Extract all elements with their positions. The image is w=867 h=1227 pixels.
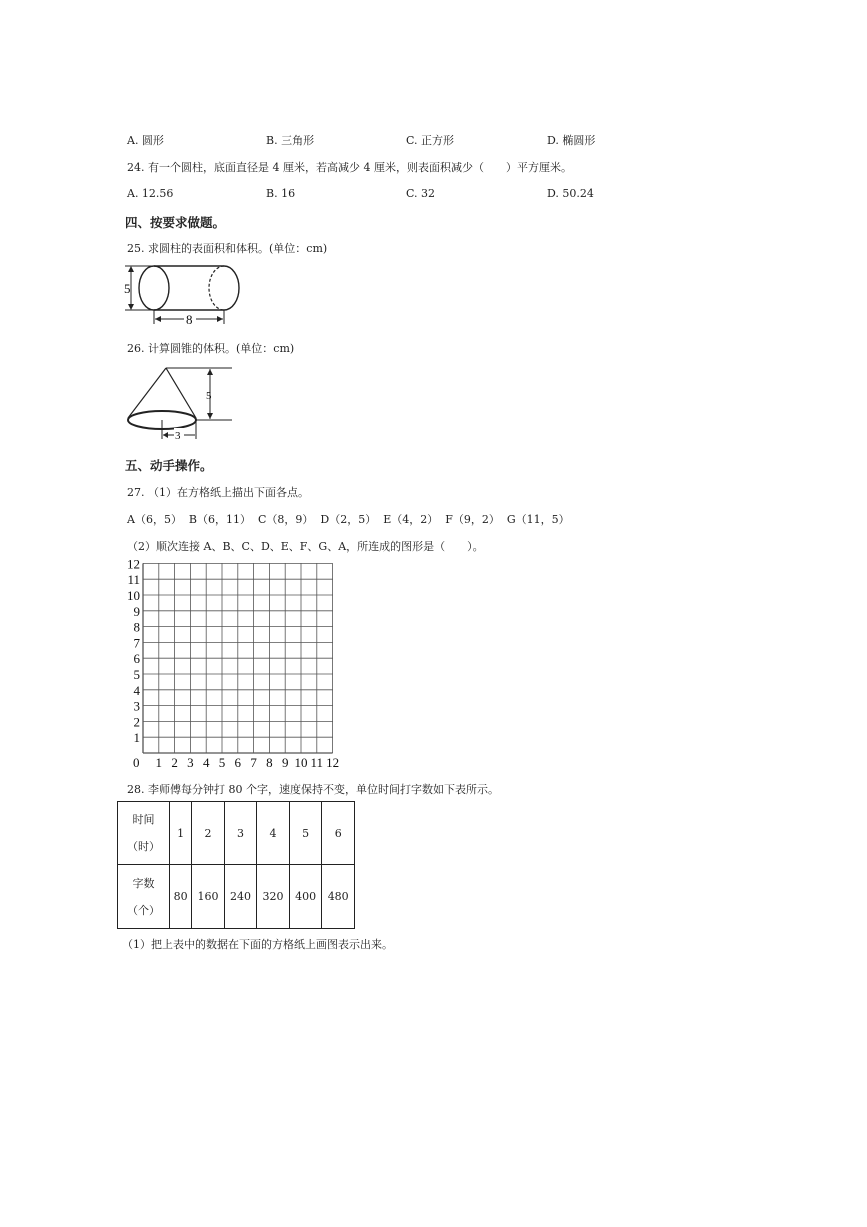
q24-option-b: B. 16 — [266, 187, 296, 200]
table-cell: 160 — [192, 865, 225, 929]
y-tick-label: 7 — [133, 635, 140, 651]
q24-option-a: A. 12.56 — [127, 187, 174, 200]
x-tick-label: 5 — [218, 755, 226, 770]
section-4-title: 四、按要求做题。 — [125, 215, 226, 230]
x-tick-label: 4 — [202, 755, 210, 770]
count-unit: （个） — [127, 903, 160, 917]
q25-text: 25. 求圆柱的表面积和体积。(单位：cm) — [127, 242, 328, 255]
y-tick-label: 6 — [133, 651, 140, 667]
q27-line1: 27. （1）在方格纸上描出下面各点。 — [127, 486, 309, 499]
q24-text: 24. 有一个圆柱，底面直径是 4 厘米，若高减少 4 厘米，则表面积减少（ ）平方厘米。 — [127, 161, 572, 174]
x-tick-label: 10 — [294, 755, 308, 770]
cone-height-label: 5 — [206, 390, 212, 402]
y-tick-label: 11 — [127, 572, 140, 588]
cone-figure — [124, 362, 239, 442]
table-cell: 480 — [322, 865, 355, 929]
table-cell: 6 — [322, 802, 355, 865]
q27-line2: （2）顺次连接 A、B、C、D、E、F、G、A，所连成的图形是（ ）。 — [127, 540, 484, 553]
x-tick-label: 12 — [326, 755, 340, 770]
count-header: 字数 — [132, 876, 155, 890]
q23-option-d: D. 椭圆形 — [547, 134, 596, 147]
x-tick-label: 0 — [133, 755, 140, 770]
table-cell: 1 — [170, 802, 192, 865]
table-cell: 3 — [224, 802, 257, 865]
typing-data-table — [117, 801, 355, 929]
y-tick-label: 8 — [133, 619, 140, 635]
time-header: 时间 — [132, 813, 155, 826]
x-tick-label: 6 — [234, 755, 242, 770]
y-tick-label: 9 — [133, 603, 140, 619]
y-tick-label: 1 — [133, 730, 140, 746]
count-header-cell — [118, 865, 170, 929]
table-cell: 4 — [257, 802, 290, 865]
x-tick-label: 9 — [281, 755, 289, 770]
q23-option-c: C. 正方形 — [406, 134, 455, 147]
x-tick-label: 8 — [266, 755, 273, 770]
x-tick-label: 3 — [187, 755, 194, 770]
y-tick-label: 10 — [127, 588, 140, 603]
q24-option-d: D. 50.24 — [547, 187, 594, 200]
time-header-cell — [118, 802, 170, 865]
y-tick-label: 5 — [133, 667, 140, 682]
q28-sub1: （1）把上表中的数据在下面的方格纸上画图表示出来。 — [122, 938, 393, 951]
table-cell: 240 — [224, 865, 257, 929]
x-tick-label: 11 — [310, 755, 324, 770]
q28-text: 28. 李师傅每分钟打 80 个字，速度保持不变，单位时间打字数如下表所示。 — [127, 783, 499, 796]
q23-option-a: A. 圆形 — [127, 134, 164, 147]
table-cell: 400 — [289, 865, 322, 929]
y-tick-label: 2 — [133, 714, 140, 730]
time-unit: （时） — [127, 840, 160, 853]
q23-option-b: B. 三角形 — [266, 134, 315, 147]
x-tick-label: 7 — [250, 755, 257, 770]
q24-option-c: C. 32 — [406, 187, 436, 200]
q26-text: 26. 计算圆锥的体积。(单位：cm) — [127, 342, 295, 355]
cylinder-length-label: 8 — [186, 312, 193, 327]
q27-points: A（6，5） B（6，11） C（8，9） D（2，5） E（4，2） F（9，2） G（11，5） — [127, 513, 570, 526]
x-tick-label: 2 — [171, 755, 178, 770]
cylinder-height-label: 5 — [124, 281, 131, 296]
table-cell: 320 — [257, 865, 290, 929]
cone-radius-label: 3 — [175, 430, 181, 442]
y-tick-label: 4 — [133, 682, 140, 698]
table-cell: 5 — [289, 802, 322, 865]
section-5-title: 五、动手操作。 — [125, 458, 213, 473]
coordinate-grid — [118, 556, 348, 771]
x-tick-label: 1 — [155, 755, 163, 770]
table-cell: 2 — [192, 802, 225, 865]
y-tick-label: 3 — [133, 698, 140, 714]
table-cell: 80 — [170, 865, 192, 929]
y-tick-label: 12 — [127, 556, 140, 572]
cylinder-figure — [120, 262, 250, 332]
